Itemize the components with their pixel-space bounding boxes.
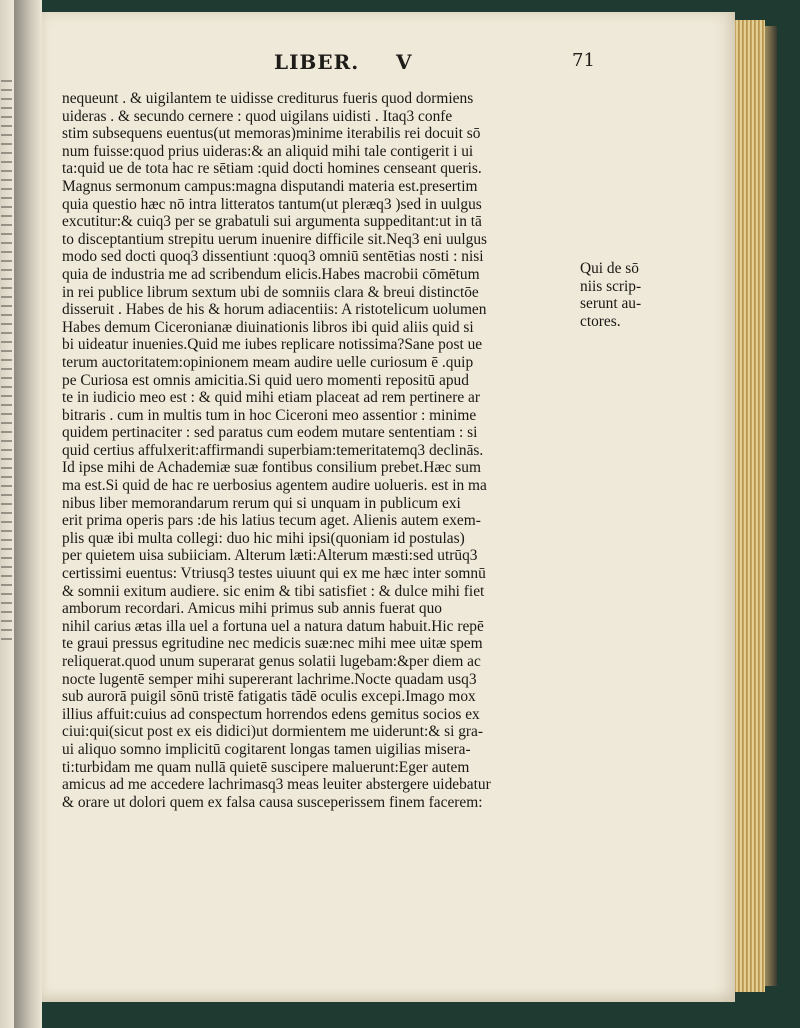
marginal-note-line: Qui de sō [580,260,639,277]
text-line: plis quæ ibi multa collegi: duo hic mihi ipsi(quoniam id postulas) [62,529,465,547]
text-line: quia de industria me ad scribendum elicis.Habes macrobii cōmētum [62,265,480,283]
text-line: to disceptantium strepitu uerum inuenire difficile sit.Neq3 eni uulgus [62,230,488,248]
marginal-note-line: serunt au- [580,295,642,313]
text-line: num fuisse:quod prius uideras:& an aliquid mihi tale contigerit i ui [62,142,474,160]
text-line: bi uideatur inuenies.Quid me iubes replicare notissima?Sane post ue [62,336,483,354]
text-line: per quietem uisa subiiciam. Alterum læti:Alterum mæsti:sed utrūq3 [62,547,478,565]
left-page-text-fragment [1,80,12,640]
text-line: disseruit . Habes de his & horum adiacentiis: A ristotelicum uolumen [62,301,487,319]
text-line: & orare ut dolori quem ex falsa causa susceperissem finem facerem: [62,793,483,811]
text-line: ma est.Si quid de hac re uerbosius agentem audire uolueris. est in ma [62,477,487,495]
text-line: Habes demum Ciceronianæ diuinationis libros ibi quid aliis quid si [62,318,474,336]
left-page-edge [0,0,14,1028]
text-line: nihil carius ætas illa uel a fortuna uel a natura datum habuit.Hic repē [62,617,484,635]
text-line: nibus liber memorandarum rerum qui si unquam in publicum exi [62,494,461,512]
gilt-page-edges [735,20,765,992]
text-line: te graui pressus egritudine nec medicis suæ:nec mihi mee uitæ spem [62,635,483,653]
text-line: nocte lugentē semper mihi supererant lachrime.Nocte quadam usq3 [62,670,477,688]
running-book-number: V [396,50,412,74]
folio-number: 71 [572,50,595,71]
text-line: erit prima operis pars :de his latius tecum aget. Alienis autem exem- [62,512,481,530]
text-line: uideras . & secundo cernere : quod uigilans uidisti . Itaq3 confe [62,107,453,125]
text-line: illius affuit:cuius ad conspectum horrendos edens gemitus socios ex [62,705,480,723]
book-gutter [14,0,42,1028]
text-line: modo sed docti quoq3 dissentiunt :quoq3 omniū sentētias nosti : nisi [62,248,484,266]
text-line: quidem pertinaciter : sed paratus cum eodem mutare sententiam : si [62,424,478,442]
text-line: in rei publice librum sextum ubi de somniis clara & breui distinctōe [62,283,479,301]
text-line: ti:turbidam me quam nullā quietē suscipere maluerunt:Eger autem [62,758,470,776]
book-edge-shadow [765,26,777,986]
text-line: ta:quid ue de tota hac re sētiam :quid docti homines censeant queris. [62,160,482,178]
text-line: amicus ad me accedere lachrimasq3 meas leuiter abstergere uidebatur [62,776,491,794]
text-line: sub aurorā puigil sōnū tristē fatigatis tādē oculis excepi.Imago mox [62,688,476,706]
text-line: amborum recordari. Amicus mihi primus sub annis fuerat quo [62,600,442,618]
main-text-block [62,90,574,811]
text-line: quid certius affulxerit:affirmandi superbiam:temeritatemq3 declinās. [62,441,484,459]
text-line: te in iudicio meo est : & quid mihi etiam placeat ad rem pertinere ar [62,389,480,407]
text-line: ui aliquo somno implicitū cogitarent longas tamen uigilias misera- [62,740,471,758]
text-line: ciui:qui(sicut post ex eis didici)ut dormientem me uiderunt:& si gra- [62,723,484,741]
text-line: stim subsequens euentus(ut memoras)minime iterabilis rei docuit sō [62,125,481,143]
text-line: pe Curiosa est omnis amicitia.Si quid uero momenti repositū apud [62,371,469,389]
right-page [42,12,735,1002]
text-line: quia questio hæc nō intra litteratos tantum(ut pleræq3 )sed in uulgus [62,195,482,213]
text-line: certissimi euentus: Vtriusq3 testes uiuunt qui ex me hæc inter somnū [62,565,486,583]
text-line: excutitur:& cuiq3 per se grabatuli sui argumenta suppeditant:ut in tā [62,213,482,231]
text-line: reliquerat.quod unum superarat genus solatii lugebam:&per diem ac [62,653,481,670]
marginal-note-line: niis scrip- [580,277,642,295]
marginal-note [580,260,650,330]
running-title: LIBER. [274,50,360,74]
marginal-note-line: ctores. [580,312,621,330]
page-header [42,50,735,74]
text-line: & somnii exitum audiere. sic enim & tibi satisfiet : & dulce mihi fiet [62,582,485,600]
text-line: nequeunt . & uigilantem te uidisse crediturus fueris quod dormiens [62,90,474,107]
text-line: terum auctoritatem:opinionem meam audire uelle curiosum ē .quip [62,353,474,371]
text-line: Id ipse mihi de Achademiæ suæ fontibus consilium prebet.Hæc sum [62,459,481,477]
text-line: Magnus sermonum campus:magna disputandi materia est.presertim [62,177,478,195]
text-line: bitraris . cum in multis tum in hoc Ciceroni meo assentior : minime [62,406,477,424]
